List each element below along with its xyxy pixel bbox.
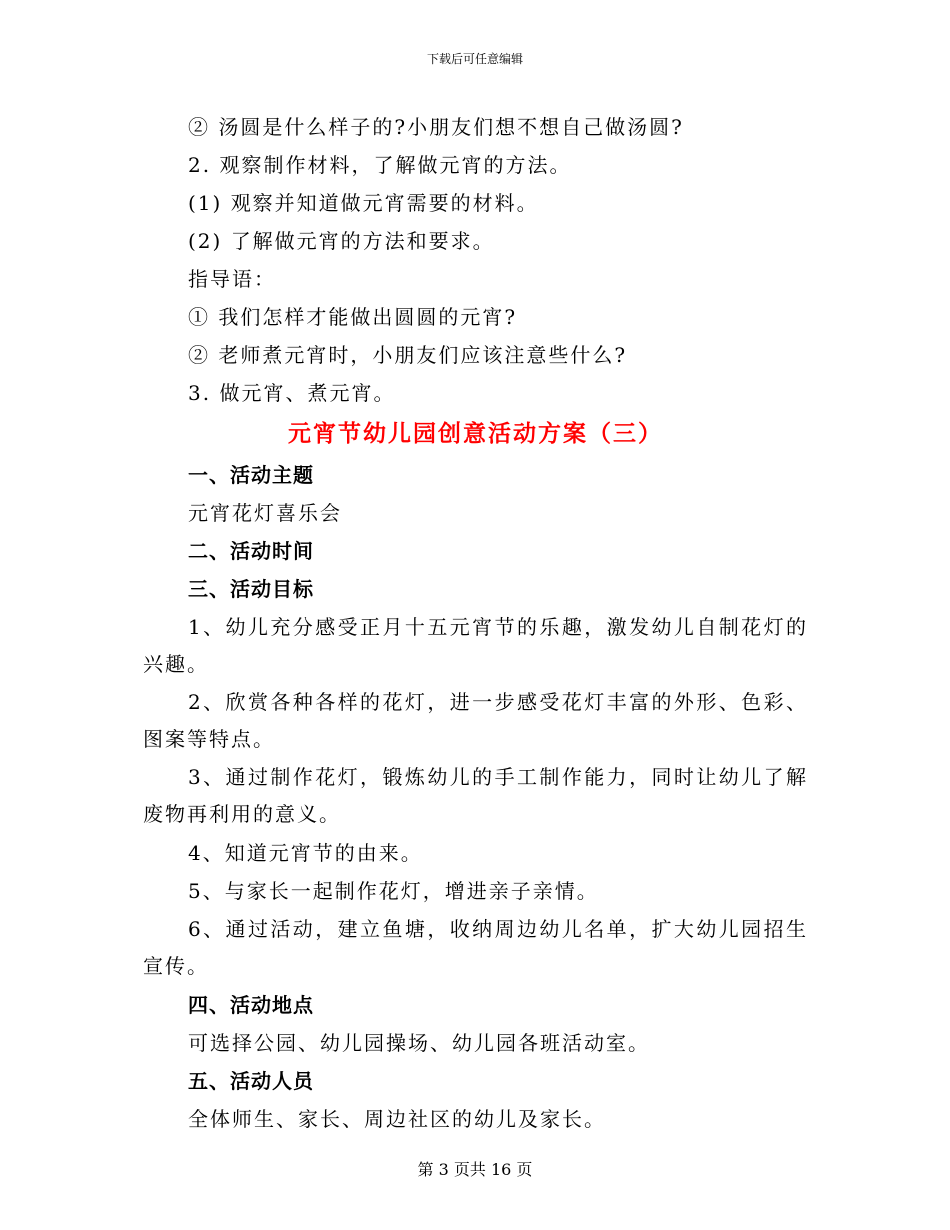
section-heading-people: 五、活动人员: [188, 1069, 314, 1093]
goal-item: 6、通过活动，建立鱼塘，收纳周边幼儿名单，扩大幼儿园招生宣传。: [143, 917, 808, 978]
document-body: [143, 108, 808, 1138]
page-footer: 第 3 页共 16 页: [417, 1160, 533, 1179]
goal-item: 4、知道元宵节的由来。: [188, 841, 423, 865]
section-heading-place: 四、活动地点: [188, 993, 314, 1017]
goal-item: 5、与家长一起制作花灯，增进亲子亲情。: [188, 879, 599, 903]
section-title: 元宵节幼儿园创意活动方案（三）: [288, 421, 663, 447]
theme-text: 元宵花灯喜乐会: [188, 501, 342, 525]
section-heading-goals: 三、活动目标: [188, 577, 314, 601]
text-line: ② 汤圆是什么样子的?小朋友们想不想自己做汤圆?: [188, 115, 684, 139]
text-line: 2. 观察制作材料，了解做元宵的方法。: [188, 153, 572, 177]
place-text: 可选择公园、幼儿园操场、幼儿园各班活动室。: [188, 1031, 650, 1055]
people-text: 全体师生、家长、周边社区的幼儿及家长。: [188, 1107, 606, 1131]
text-line: (2) 了解做元宵的方法和要求。: [188, 229, 495, 253]
goal-item: 3、通过制作花灯，锻炼幼儿的手工制作能力，同时让幼儿了解废物再利用的意义。: [143, 765, 808, 826]
goal-item: 2、欣赏各种各样的花灯，进一步感受花灯丰富的外形、色彩、图案等特点。: [143, 690, 808, 751]
section-heading-theme: 一、活动主题: [188, 463, 314, 487]
text-line: ② 老师煮元宵时，小朋友们应该注意些什么?: [188, 343, 628, 367]
page-header: 下载后可任意编辑: [426, 52, 523, 66]
text-line: 指导语：: [188, 267, 276, 291]
text-line: (1) 观察并知道做元宵需要的材料。: [188, 191, 539, 215]
text-line: 3. 做元宵、煮元宵。: [188, 381, 396, 405]
goal-item: 1、幼儿充分感受正月十五元宵节的乐趣，激发幼儿自制花灯的兴趣。: [143, 615, 808, 676]
text-line: ① 我们怎样才能做出圆圆的元宵?: [188, 305, 518, 329]
section-heading-time: 二、活动时间: [188, 539, 314, 563]
